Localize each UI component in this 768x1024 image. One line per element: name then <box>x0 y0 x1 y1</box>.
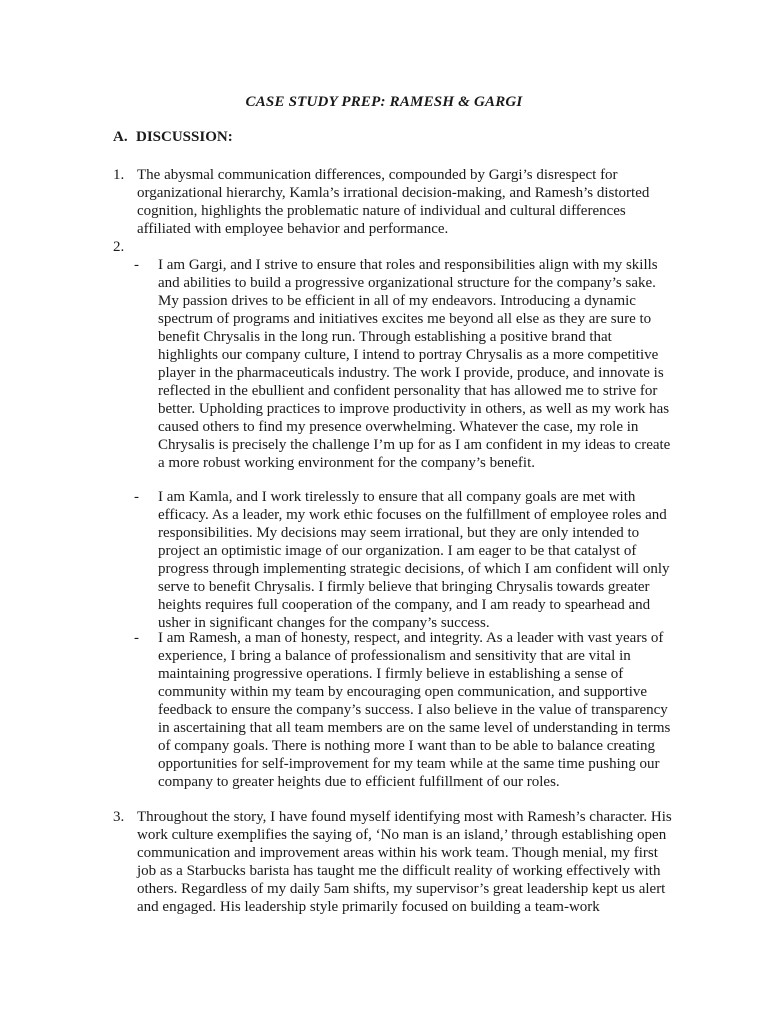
list-item-text: The abysmal communication differences, compounded by Gargi’s disrespect for organizational hierarchy, Kamla’s irrational decision-making, and Ramesh’s distorted cognition, highlights the problematic nature of individual and cultural differences affiliated with employee behavior and performance. <box>137 167 650 237</box>
list-item-1 <box>113 166 673 238</box>
section-heading-text: DISCUSSION: <box>136 129 233 145</box>
section-heading <box>113 128 233 146</box>
list-item-text: Throughout the story, I have found myself identifying most with Ramesh’s character. His work culture exemplifies the saying of, ‘No man is an island,’ through establishing open communication and improvement areas within his work team. Though menial, my first job as a Starbucks barista has taught me the difficult reality of working effectively with others. Regardless of my daily 5am shifts, my supervisor’s great leadership kept us alert and engaged. His leadership style primarily focused on building a team-work <box>137 809 672 915</box>
bullet-text: I am Kamla, and I work tirelessly to ensure that all company goals are met with efficacy. As a leader, my work ethic focuses on the fulfillment of employee roles and responsibilities. My decisions may seem irrational, but they are only intended to project an optimistic image of our organization. I am eager to be that catalyst of progress through implementing strategic decisions, of which I am confident will only serve to benefit Chrysalis. I firmly believe that bringing Chrysalis towards greater heights requires full cooperation of the company, and I am ready to spearhead and usher in significant changes for the company’s success. <box>158 489 670 631</box>
bullet-item-ramesh <box>134 629 674 791</box>
list-item-3 <box>113 808 673 916</box>
list-item-number: 1. <box>113 167 125 183</box>
bullet-text: I am Gargi, and I strive to ensure that roles and responsibilities align with my skills and abilities to build a progressive organizational structure for the company’s sake. My passion drives to be efficient in all of my endeavors. Introducing a dynamic spectrum of programs and initiatives excites me beyond all else as they are sure to benefit Chrysalis in the long run. Through establishing a positive brand that highlights our company culture, I intend to portray Chrysalis as a more competitive player in the pharmaceuticals industry. The work I provide, produce, and innovate is reflected in the ebullient and confident personality that has allowed me to strive for better. Upholding practices to improve productivity in others, as well as my work has caused others to find my presence overwhelming. Whatever the case, my role in Chrysalis is precisely the challenge I’m up for as I am confident in my ideas to create a more robust working environment for the company’s benefit. <box>158 257 671 471</box>
section-label: A. <box>113 129 128 145</box>
bullet-text: I am Ramesh, a man of honesty, respect, and integrity. As a leader with vast years of experience, I bring a balance of professionalism and sensitivity that are vital in maintaining progressive operations. I firmly believe in establishing a sense of community within my team by encouraging open communication, and supportive feedback to ensure the company’s success. I also believe in the value of transparency in ascertaining that all team members are on the same level of understanding in terms of company goals. There is nothing more I want than to be able to balance creating opportunities for self-improvement for my team while at the same time pushing our company to greater heights due to efficient fulfillment of our roles. <box>158 630 671 790</box>
bullet-item-gargi <box>134 256 674 472</box>
bullet-dash: - <box>134 257 139 273</box>
list-item-number: 3. <box>113 809 125 825</box>
bullet-dash: - <box>134 630 139 646</box>
bullet-dash: - <box>134 489 139 505</box>
bullet-item-kamla <box>134 488 674 632</box>
list-item-number: 2. <box>113 239 125 255</box>
document-title: CASE STUDY PREP: RAMESH & GARGI <box>245 94 523 110</box>
